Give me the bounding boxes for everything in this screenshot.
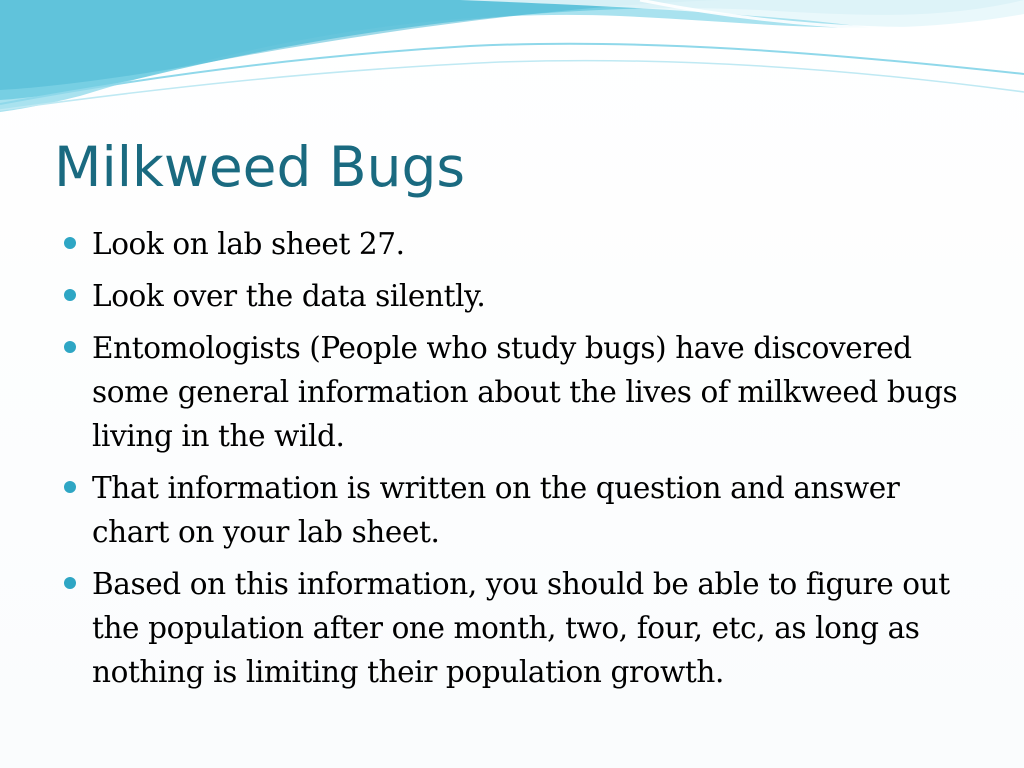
bullet-text: Look over the data silently. (92, 279, 486, 313)
bullet-list (0, 222, 1024, 702)
bullet-dot-icon (64, 289, 76, 301)
list-item (0, 466, 972, 554)
bullet-text: That information is written on the question and answer chart on your lab sheet. (92, 471, 900, 549)
list-item (0, 326, 972, 458)
list-item (0, 222, 972, 266)
bullet-dot-icon (64, 481, 76, 493)
bullet-dot-icon (64, 237, 76, 249)
bullet-dot-icon (64, 577, 76, 589)
bullet-dot-icon (64, 341, 76, 353)
list-item (0, 274, 972, 318)
slide-title: Milkweed Bugs (54, 135, 466, 199)
wave-decoration-icon (0, 0, 1024, 130)
bullet-text: Entomologists (People who study bugs) have discovered some general information about the lives of milkweed bugs living in the wild. (92, 331, 958, 453)
list-item (0, 562, 972, 694)
bullet-text: Look on lab sheet 27. (92, 227, 405, 261)
bullet-text: Based on this information, you should be able to figure out the population after one month, two, four, etc, as long as nothing is limiting their population growth. (92, 567, 950, 689)
